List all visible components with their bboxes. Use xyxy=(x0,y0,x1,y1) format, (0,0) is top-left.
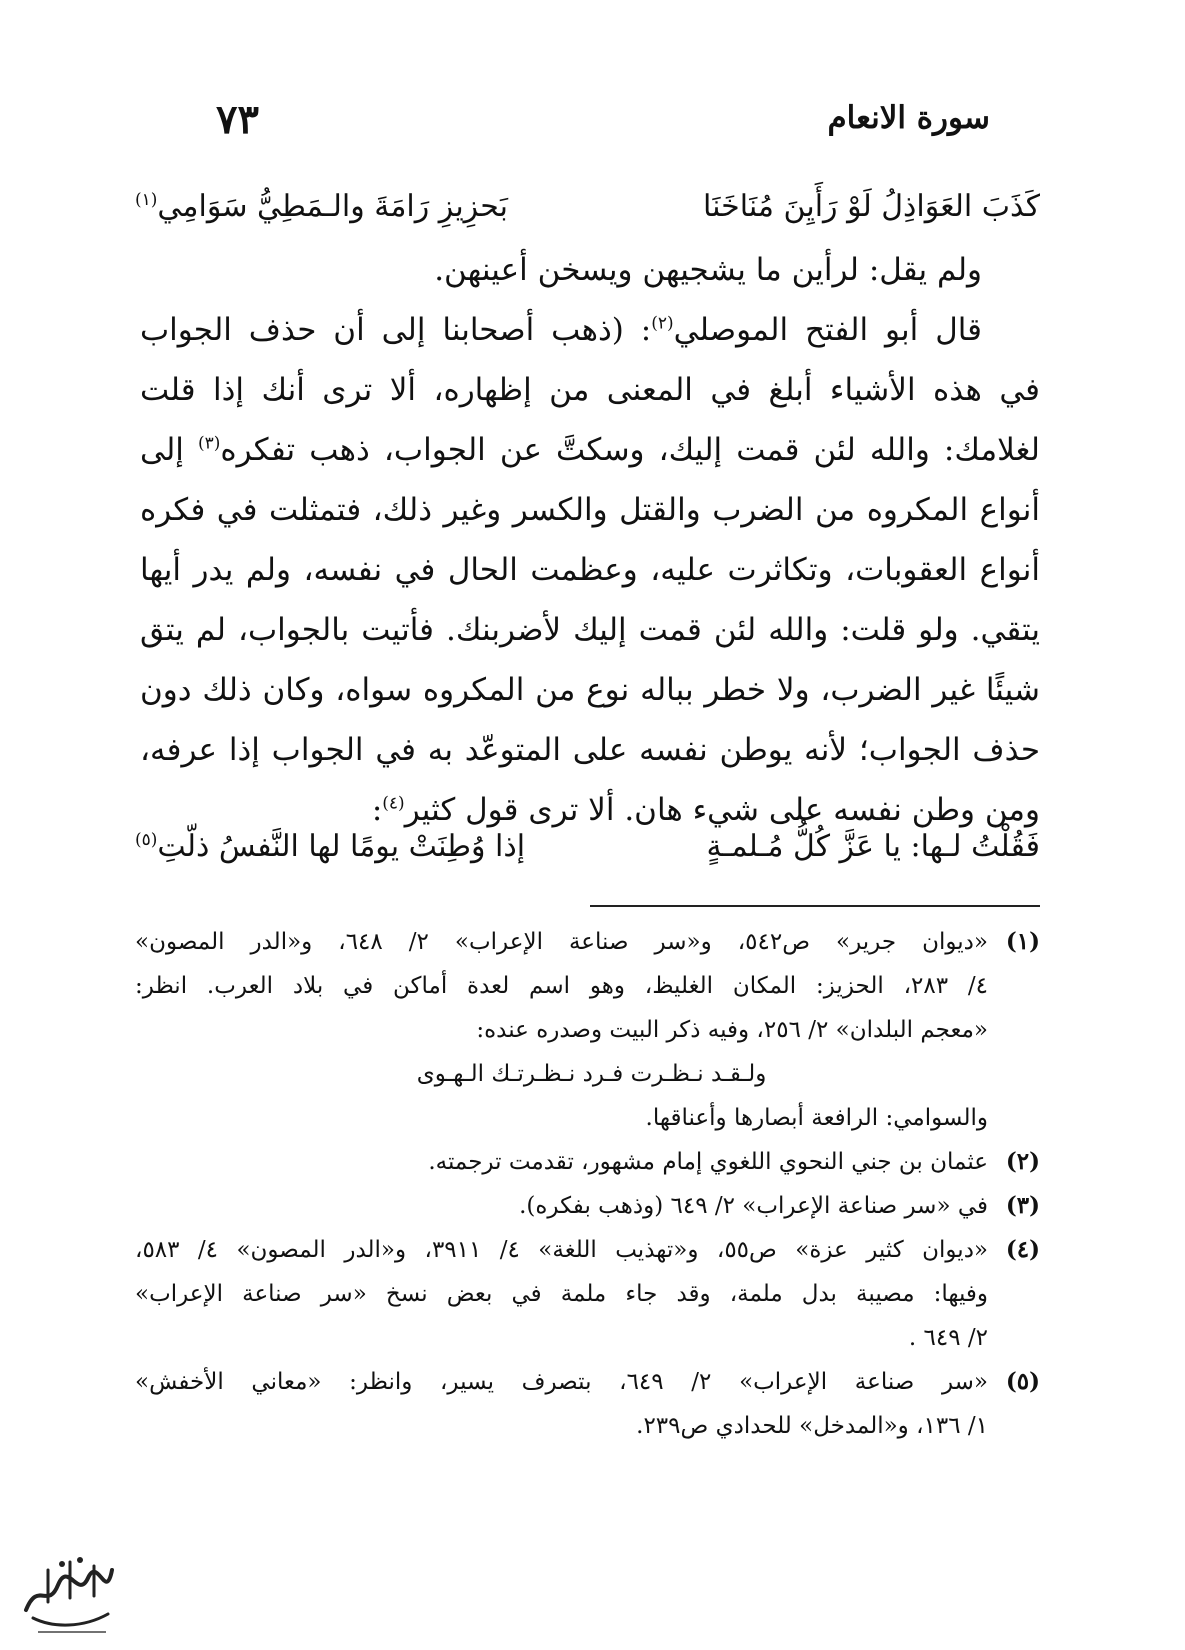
footnote-line: في «سر صناعة الإعراب» ٢/ ٦٤٩ (وذهب بفكره). xyxy=(519,1193,988,1219)
footnote-line: ١/ ١٣٦، و«المدخل» للحدادي ص٢٣٩. xyxy=(636,1413,988,1439)
footnote-number: (١) xyxy=(1005,928,1040,955)
footnote-ref-1: (١) xyxy=(135,190,158,210)
footnote-ref-3: (٣) xyxy=(197,433,221,454)
footnote-number: (٥) xyxy=(1005,1368,1040,1395)
main-text xyxy=(140,240,1040,840)
footnote-line: وفيها: مصيبة بدل ملمة، وقد جاء ملمة في بعض نسخ «سر صناعة الإعراب» xyxy=(135,1281,988,1307)
verse-2-hemistich-1: فَقُلْتُ لـها: يا عَزَّ كُلُّ مُـلمـةٍ xyxy=(706,829,1040,864)
footnote-line: «ديوان جرير» ص٥٤٢، و«سر صناعة الإعراب» ٢/ ٦٤٨، و«الدر المصون» xyxy=(135,929,988,955)
footnote-ref-5: (٥) xyxy=(135,830,158,850)
poetry-verse-1 xyxy=(135,180,1040,238)
footnote-line: ٢/ ٦٤٩ . xyxy=(908,1325,988,1351)
footnote-number: (٢) xyxy=(1005,1148,1040,1175)
footnote-number: (٤) xyxy=(1005,1236,1040,1263)
footnote-line: عثمان بن جني النحوي اللغوي إمام مشهور، تقدمت ترجمته. xyxy=(428,1149,988,1175)
verse-1-hemistich-2: بَحزِيزِ رَامَةَ والـمَطِيُّ سَوَامِي$^{(١)}$ xyxy=(135,189,508,224)
footnote-line: «سر صناعة الإعراب» ٢/ ٦٤٩، بتصرف يسير، وانظر: «معاني الأخفش» xyxy=(135,1369,988,1395)
page-number: ٧٣ xyxy=(216,96,259,143)
text-line: ومن وطن نفسه على شيء هان. ألا ترى قول كثير$^{(٤)}$: xyxy=(371,792,1040,828)
footnote-line: ٤/ ٢٨٣، الحزيز: المكان الغليظ، وهو اسم لعدة أماكن في بلاد العرب. انظر: xyxy=(135,973,988,999)
text-line: شيئًا غير الضرب، ولا خطر بباله نوع من المكروه سواه، وكان ذلك دون xyxy=(140,672,1040,708)
footnotes xyxy=(135,920,1040,1448)
verse-2-hemistich-2: إذا وُطِنَتْ يومًا لها النَّفسُ ذلّتِ$^{(٥)}$ xyxy=(135,829,526,864)
text-line: لغلامك: والله لئن قمت إليك، وسكتَّ عن الجواب، ذهب تفكره$^{(٣)}$ إلى xyxy=(140,432,1040,468)
page-header xyxy=(200,96,990,152)
footnote-2 xyxy=(135,1140,1040,1184)
footnote-verse: ولـقـد نـظـرت فـرد نـظـرتـك الـهـوى xyxy=(416,1061,767,1087)
footnote-ref-2: (٢) xyxy=(651,313,674,334)
footnote-divider xyxy=(590,905,1040,907)
calligraphy-logo-icon xyxy=(18,1540,118,1640)
surah-title: سورة الانعام xyxy=(827,100,990,136)
footnote-ref-4: (٤) xyxy=(382,793,405,814)
text-line: أنواع العقوبات، وتكاثرت عليه، وعظمت الحال في نفسه، ولم يدر أيها xyxy=(140,552,1040,588)
footnote-line: «معجم البلدان» ٢/ ٢٥٦، وفيه ذكر البيت وصدره عنده: xyxy=(476,1017,988,1043)
footnote-4 xyxy=(135,1228,1040,1360)
footnote-3 xyxy=(135,1184,1040,1228)
footnote-line: «ديوان كثير عزة» ص٥٥، و«تهذيب اللغة» ٤/ ٣٩١١، و«الدر المصون» ٤/ ٥٨٣، xyxy=(135,1237,988,1263)
footnote-line: والسوامي: الرافعة أبصارها وأعناقها. xyxy=(645,1105,988,1131)
footnote-1 xyxy=(135,920,1040,1140)
text-line: يتقي. ولو قلت: والله لئن قمت إليك لأضربنك. فأتيت بالجواب، لم يتق xyxy=(140,612,1040,648)
text-line: حذف الجواب؛ لأنه يوطن نفسه على المتوعّد به في الجواب إذا عرفه، xyxy=(140,732,1040,768)
text-line: قال أبو الفتح الموصلي$^{(٢)}$: (ذهب أصحابنا إلى أن حذف الجواب xyxy=(140,312,982,348)
text-line: في هذه الأشياء أبلغ في المعنى من إظهاره، ألا ترى أنك إذا قلت xyxy=(140,372,1040,408)
footnote-5 xyxy=(135,1360,1040,1448)
text-line: أنواع المكروه من الضرب والقتل والكسر وغير ذلك، فتمثلت في فكره xyxy=(140,492,1040,528)
text-line: ولم يقل: لرأين ما يشجيهن ويسخن أعينهن. xyxy=(434,252,982,288)
poetry-verse-2 xyxy=(135,820,1040,878)
verse-1-hemistich-1: كَذَبَ العَوَاذِلُ لَوْ رَأَيِنَ مُنَاخَنَا xyxy=(702,189,1040,224)
footnote-number: (٣) xyxy=(1005,1192,1040,1219)
